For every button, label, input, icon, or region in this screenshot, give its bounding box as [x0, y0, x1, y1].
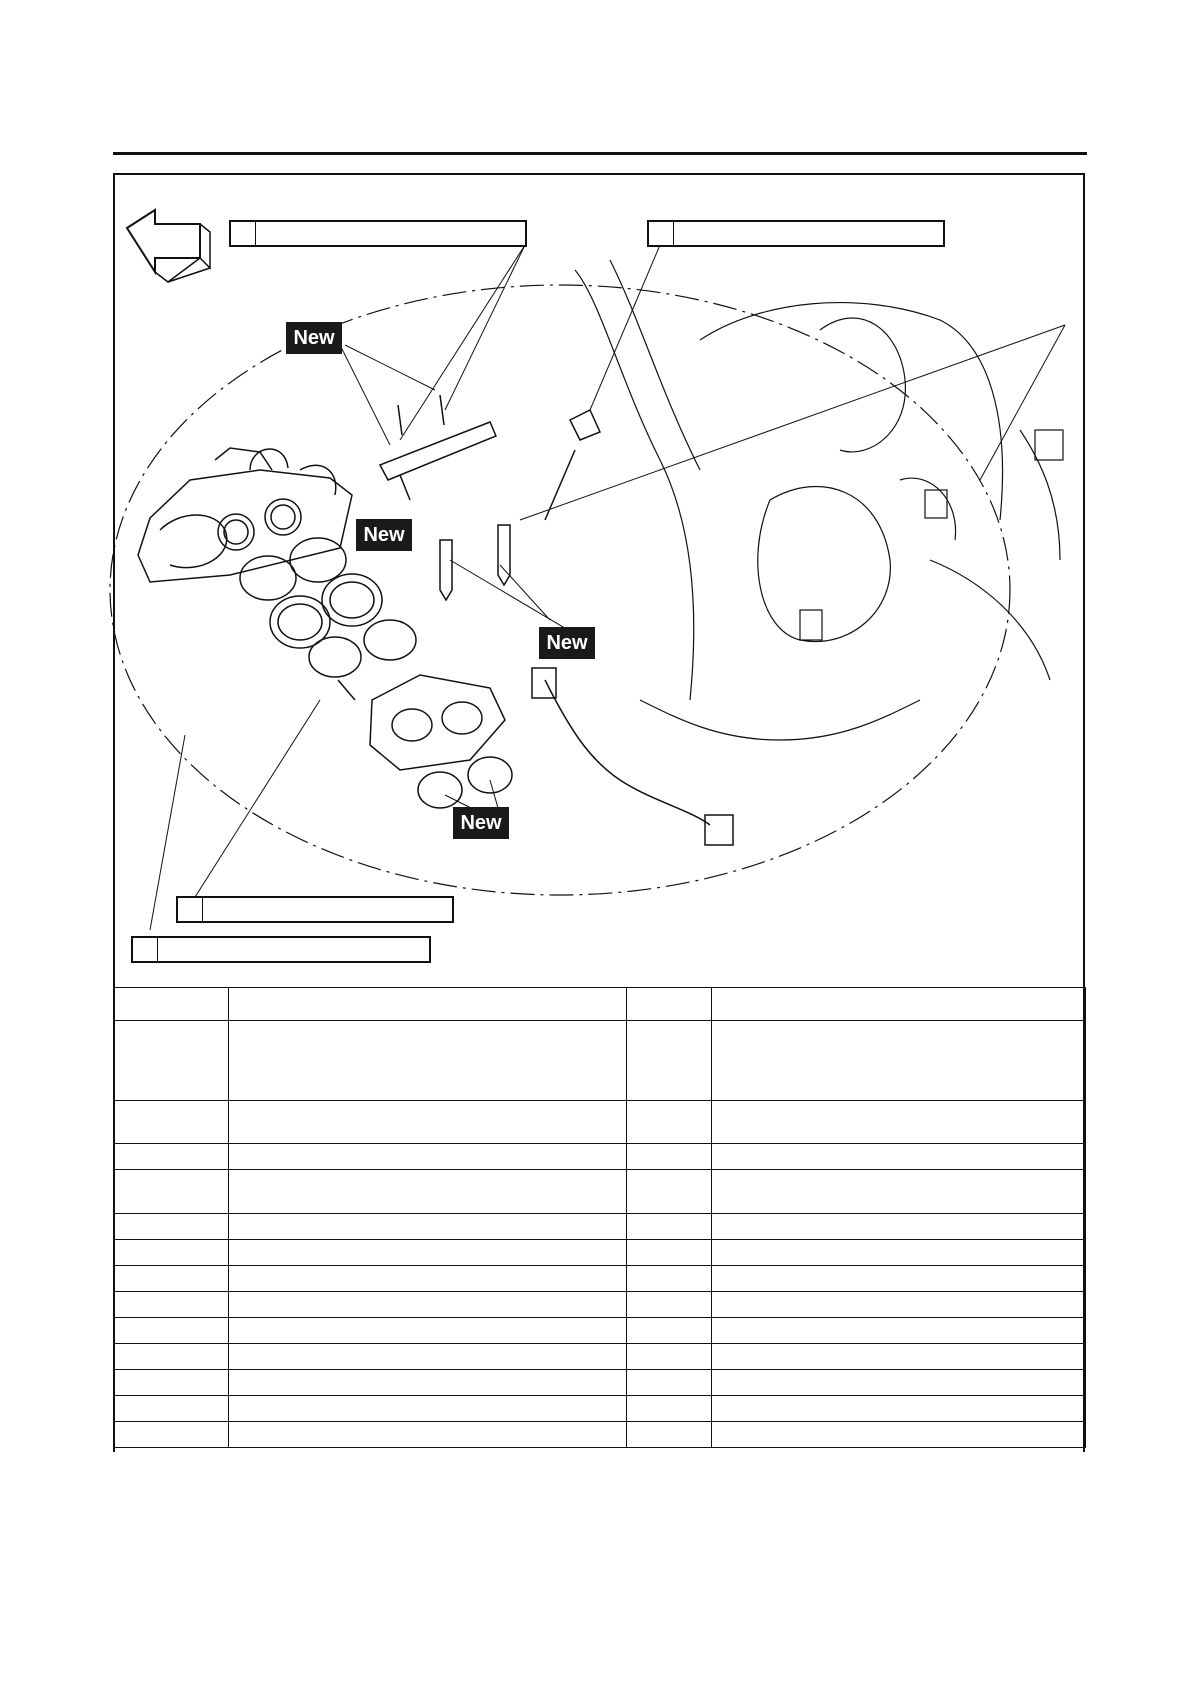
torque-wrench-icon — [649, 222, 674, 245]
torque-spec-4 — [131, 936, 431, 963]
table-cell — [114, 1266, 229, 1292]
table-cell — [114, 1318, 229, 1344]
new-part-label: New — [286, 322, 342, 354]
table-cell — [114, 1101, 229, 1144]
table-row — [114, 1396, 1086, 1422]
parts-table — [113, 987, 1086, 1448]
table-cell — [627, 1396, 712, 1422]
torque-spec-1 — [229, 220, 527, 247]
table-cell — [627, 1344, 712, 1370]
table-cell — [627, 1144, 712, 1170]
table-cell — [627, 1214, 712, 1240]
table-row — [114, 1422, 1086, 1448]
table-cell — [712, 1170, 1086, 1214]
table-row — [114, 1370, 1086, 1396]
table-cell — [114, 1214, 229, 1240]
table-cell — [712, 988, 1086, 1021]
table-cell — [627, 1021, 712, 1101]
table-cell — [114, 1240, 229, 1266]
table-cell — [627, 1266, 712, 1292]
torque-spec-3 — [176, 896, 454, 923]
table-cell — [229, 1170, 627, 1214]
intake-joints — [240, 538, 416, 677]
table-cell — [712, 1144, 1086, 1170]
table-cell — [712, 1214, 1086, 1240]
torque-wrench-icon — [133, 938, 158, 961]
table-cell — [712, 1292, 1086, 1318]
table-cell — [114, 1292, 229, 1318]
torque-spec-2 — [647, 220, 945, 247]
table-cell — [627, 1370, 712, 1396]
table-cell — [627, 988, 712, 1021]
table-cell — [712, 1240, 1086, 1266]
table-row — [114, 1344, 1086, 1370]
table-cell — [712, 1422, 1086, 1448]
table-cell — [627, 1101, 712, 1144]
lower-throttle-body — [338, 675, 512, 808]
table-cell — [627, 1292, 712, 1318]
table-cell — [229, 1214, 627, 1240]
engine-frame-background — [575, 260, 1063, 740]
table-cell — [627, 1422, 712, 1448]
table-row — [114, 1266, 1086, 1292]
table-cell — [229, 1422, 627, 1448]
table-cell — [229, 1396, 627, 1422]
table-cell — [229, 988, 627, 1021]
table-cell — [627, 1170, 712, 1214]
new-part-label: New — [539, 627, 595, 659]
table-row — [114, 1021, 1086, 1101]
table-cell — [712, 1021, 1086, 1101]
new-part-label: New — [453, 807, 509, 839]
torque-wrench-icon — [178, 898, 203, 921]
table-cell — [114, 1170, 229, 1214]
table-cell — [114, 988, 229, 1021]
table-cell — [114, 1396, 229, 1422]
table-row — [114, 1144, 1086, 1170]
table-cell — [229, 1370, 627, 1396]
table-row — [114, 1214, 1086, 1240]
throttle-body — [138, 448, 352, 582]
table-cell — [114, 1370, 229, 1396]
table-row — [114, 1292, 1086, 1318]
table-cell — [229, 1021, 627, 1101]
table-cell — [229, 1266, 627, 1292]
table-cell — [114, 1021, 229, 1101]
table-cell — [229, 1144, 627, 1170]
table-cell — [229, 1101, 627, 1144]
front-arrow-icon — [127, 210, 210, 282]
table-cell — [627, 1318, 712, 1344]
table-cell — [712, 1344, 1086, 1370]
table-cell — [712, 1396, 1086, 1422]
table-cell — [712, 1318, 1086, 1344]
table-row — [114, 1318, 1086, 1344]
table-row — [114, 1170, 1086, 1214]
table-cell — [114, 1144, 229, 1170]
table-cell — [627, 1240, 712, 1266]
table-cell — [229, 1318, 627, 1344]
table-cell — [229, 1240, 627, 1266]
table-row — [114, 1101, 1086, 1144]
table-row — [114, 1240, 1086, 1266]
table-cell — [712, 1370, 1086, 1396]
table-cell — [114, 1422, 229, 1448]
table-cell — [114, 1344, 229, 1370]
table-row — [114, 988, 1086, 1021]
fuel-rail — [380, 395, 510, 600]
table-cell — [229, 1344, 627, 1370]
table-cell — [712, 1266, 1086, 1292]
torque-wrench-icon — [231, 222, 256, 245]
new-part-label: New — [356, 519, 412, 551]
table-cell — [712, 1101, 1086, 1144]
table-cell — [229, 1292, 627, 1318]
